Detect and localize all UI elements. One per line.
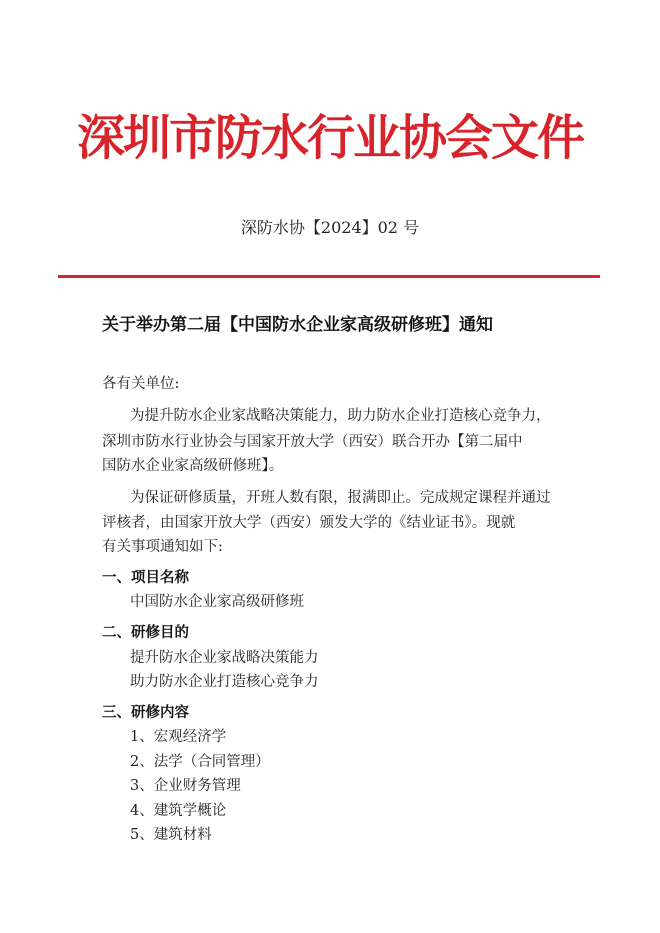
document-number: 深防水协【2024】02 号 xyxy=(240,218,420,237)
section-heading-project-name: 一、项目名称 xyxy=(102,570,189,586)
section-item: 5、建筑材料 xyxy=(130,827,212,843)
section-item: 1、宏观经济学 xyxy=(130,729,227,745)
section-item: 提升防水企业家战略决策能力 xyxy=(130,650,319,666)
paragraph1-line3: 国防水企业家高级研修班】。 xyxy=(102,458,284,474)
section-item: 3、企业财务管理 xyxy=(130,778,241,794)
section-heading-purpose: 二、研修目的 xyxy=(102,625,189,641)
section-item: 助力防水企业打造核心竞争力 xyxy=(130,674,319,690)
paragraph1-line2: 深圳市防水行业协会与国家开放大学（西安）联合开办【第二届中 xyxy=(102,434,523,450)
paragraph2-line2: 评核者，由国家开放大学（西安）颁发大学的《结业证书》。现就 xyxy=(102,515,516,531)
paragraph2-line3: 有关事项通知如下: xyxy=(102,539,223,555)
paragraph1-line1: 为提升防水企业家战略决策能力，助力防水企业打造核心竞争力， xyxy=(130,408,551,424)
red-divider-rule xyxy=(58,275,600,278)
section-heading-content: 三、研修内容 xyxy=(102,705,189,721)
salutation: 各有关单位: xyxy=(102,376,180,392)
notice-title: 关于举办第二届【中国防水企业家高级研修班】通知 xyxy=(102,315,493,335)
paragraph2-line1: 为保证研修质量，开班人数有限，报满即止。完成规定课程并通过 xyxy=(130,490,551,506)
section-item: 中国防水企业家高级研修班 xyxy=(130,594,304,610)
document-header-title: 深圳市防水行业协会文件 xyxy=(76,110,583,166)
section-item: 2、法学（合同管理） xyxy=(130,754,270,770)
section-item: 4、建筑学概论 xyxy=(130,803,227,819)
